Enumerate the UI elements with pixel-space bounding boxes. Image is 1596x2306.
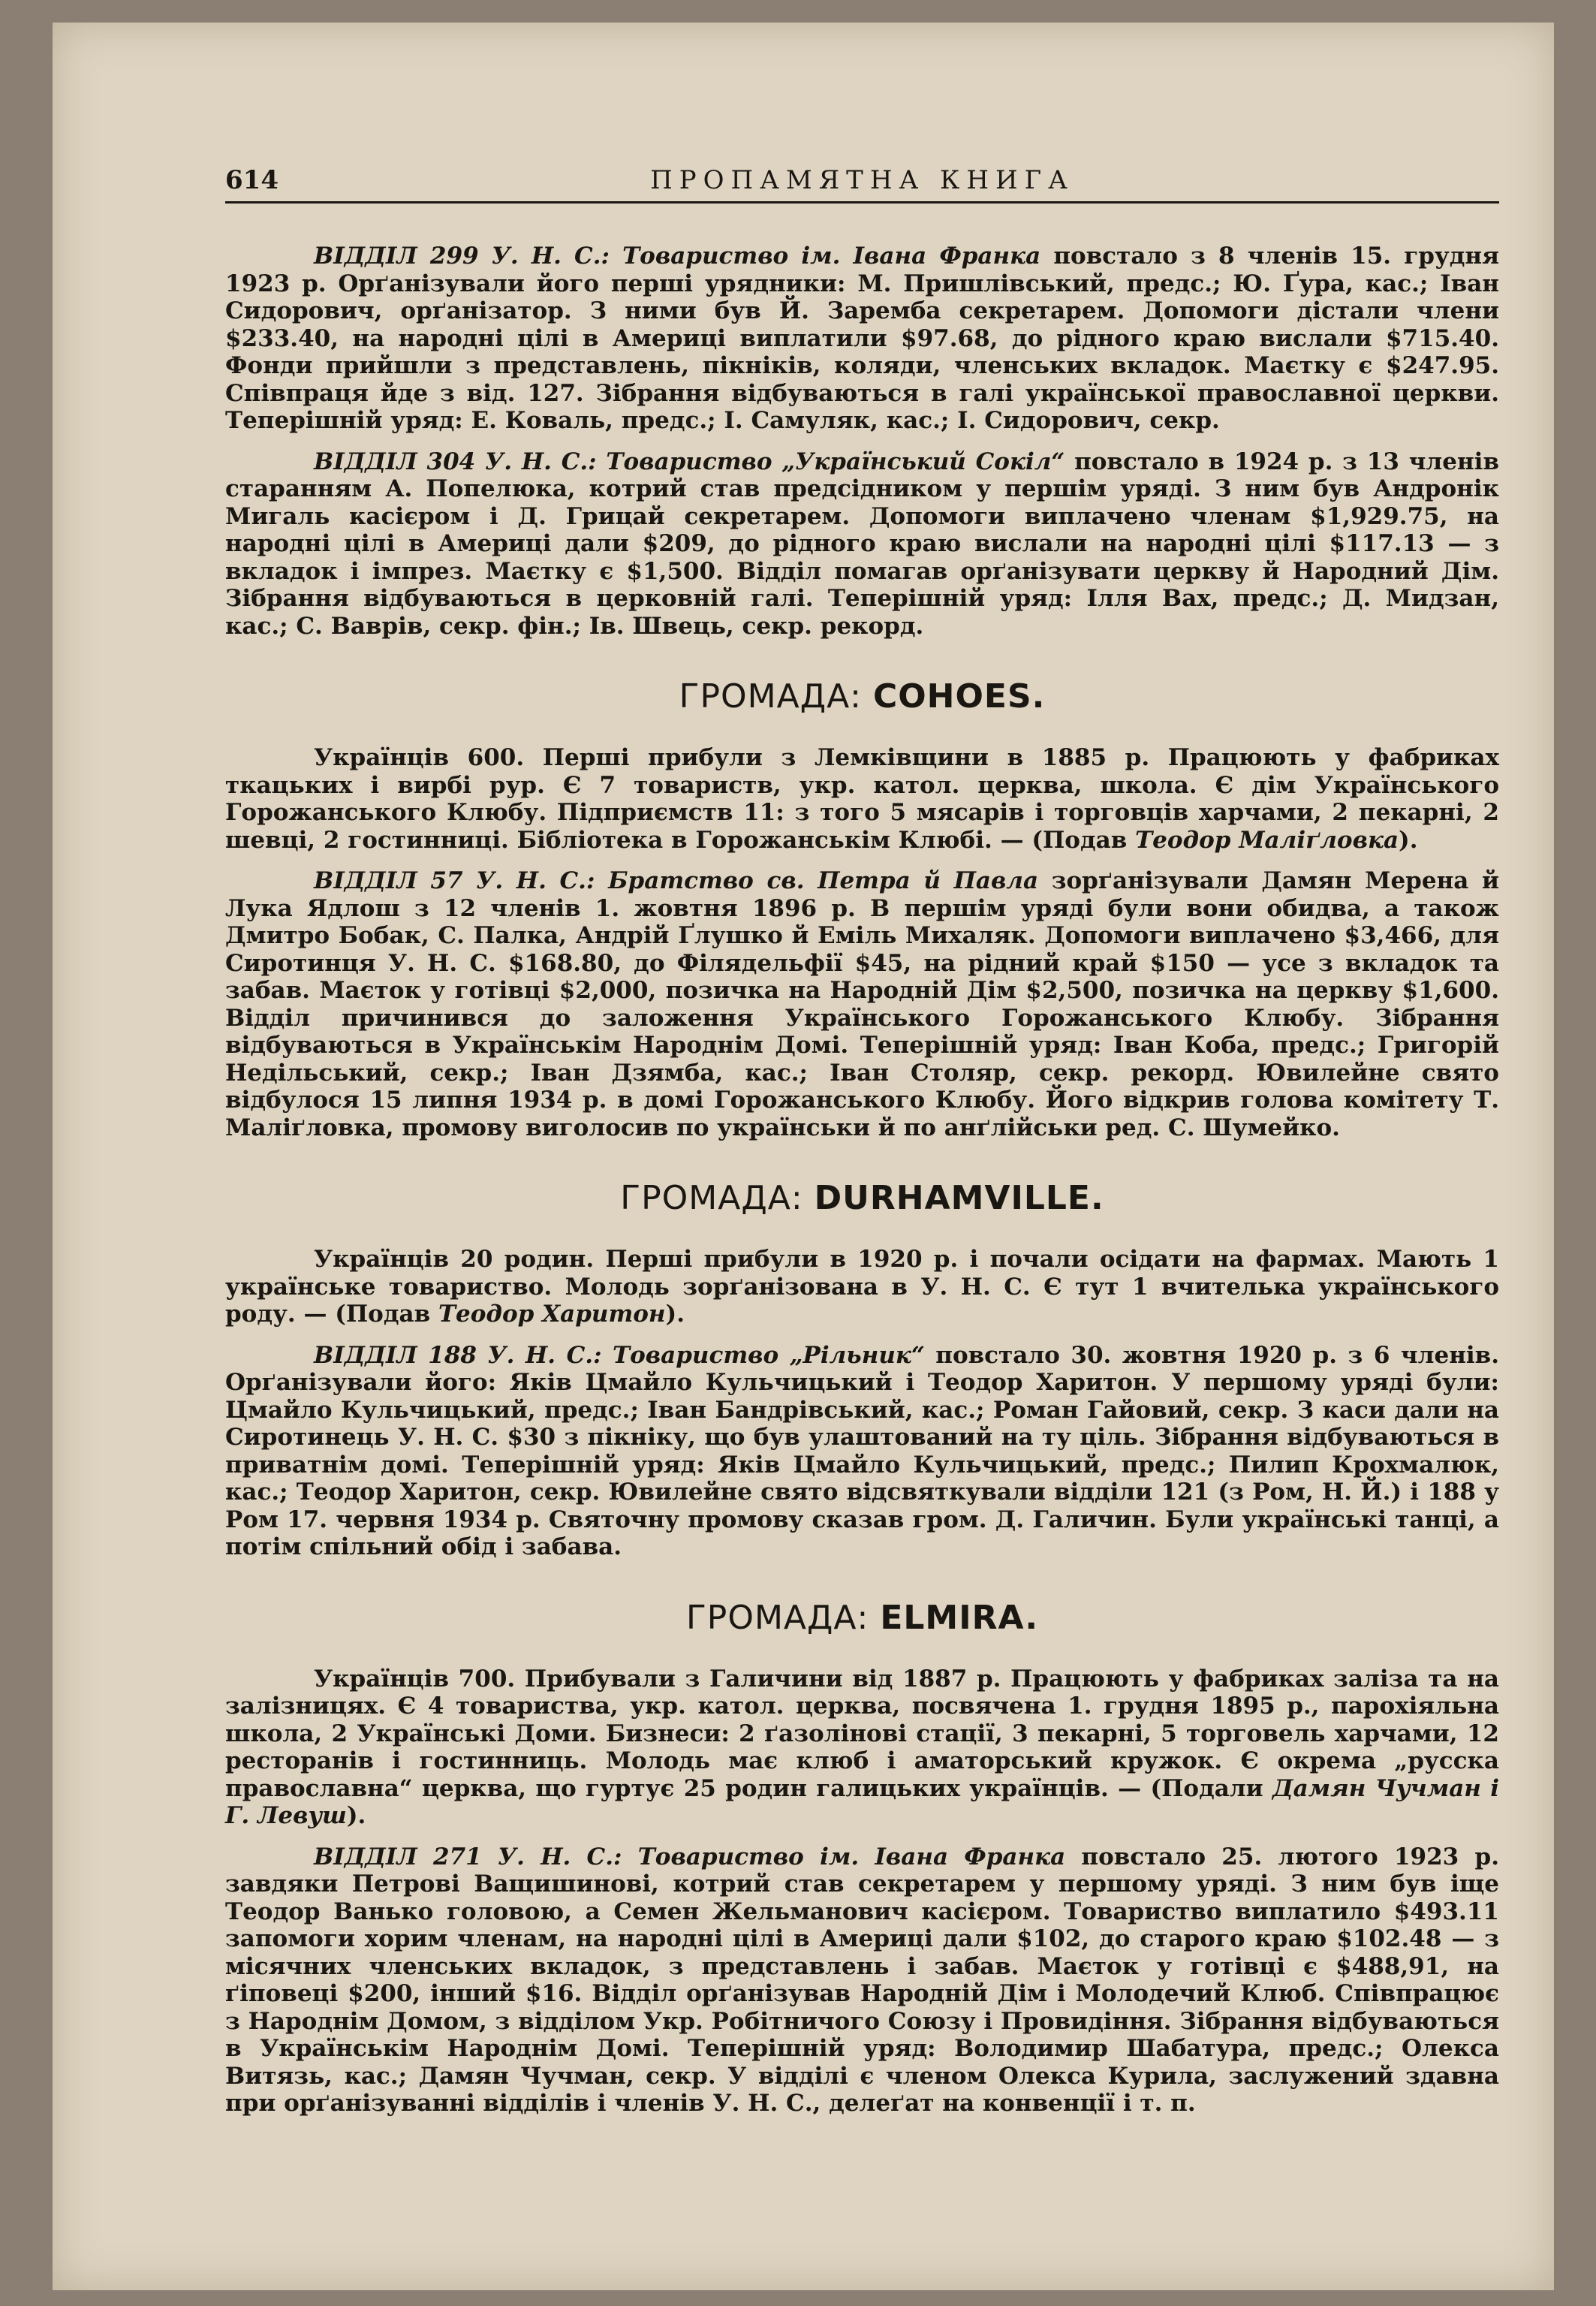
heading-cohoes-prefix: ГРОМАДА: (679, 677, 873, 716)
text-block (225, 158, 1499, 2118)
paragraph-branch-299 (225, 243, 1499, 435)
paragraph-branch-188 (225, 1342, 1499, 1561)
branch-304-lead: ВІДДІЛ 304 У. Н. С.: Товариство „Український Сокіл“ (314, 448, 1065, 475)
heading-cohoes-place: COHOES. (872, 677, 1046, 716)
heading-durhamville-place: DURHAMVILLE. (814, 1179, 1104, 1217)
branch-271-lead: ВІДДІЛ 271 У. Н. С.: Товариство ім. Івана Франка (314, 1843, 1066, 1870)
elmira-intro-author: Дамян Чучман і Г. Левуш (225, 1774, 1500, 1829)
branch-299-text: повстало з 8 членів 15. грудня 1923 р. Орґанізували його перші урядники: М. Пришлівський, предс.; Ю. Ґура, кас.; Іван Сидорович, орґанізатор. З ними був Й. Зарембa секретарем. Допомоги дістали члени $233.40, на народні цілі в Америці виплатили $97.68, до рідного краю вислали $715.40. Фонди прийшли з представлень, пікніків, коляди, членських вкладок. Маєтку є $247.95. Співпраця йде з від. 127. Зібрання відбуваються в галі української православної церкви. Теперішній уряд: Е. Коваль, предс.; І. Самуляк, кас.; І. Сидорович, секр. (225, 243, 1499, 434)
paragraph-branch-271 (225, 1843, 1499, 2118)
branch-271-text: повстало 25. лютого 1923 р. завдяки Петрові Ващишинові, котрий став секретарем у першому уряді. З ним був іще Теодор Ванько головою, а Семен Жельманович касієром. Товариство виплатило $493.11 запомоги хорим членам, на народні цілі в Америці дали $102, до старого краю $102.48 — з місячних членських вкладок, з представлень і забав. Маєток у готівці є $488,91, на ґіповеці $200, інший $16. Відділ орґанізував Народній Дім і Молодечий Клюб. Співпрацює з Народнім Домом, з відділом Укр. Робітничого Союзу і Провидіння. Зібрання відбуваються в Українськім Народнім Домі. Теперішній уряд: Володимир Шабатура, предс.; Олекса Витязь, кас.; Дамян Чучман, секр. У відділі є членом Олекса Курила, заслужений здавна при орґанізуванні відділів і членів У. Н. С., делеґат на конвенції і т. п. (225, 1843, 1499, 2117)
cohoes-intro-author: Теодор Малiґловка (1135, 826, 1399, 854)
heading-durhamville (225, 1179, 1499, 1217)
paragraph-branch-304 (225, 448, 1499, 641)
running-title: ПРОПАМЯТНА КНИГА (650, 165, 1074, 195)
heading-elmira (225, 1599, 1499, 1637)
branch-188-text: повстало 30. жовтня 1920 р. з 6 членів. Орґанізували його: Яків Цмайло Кульчицький і Теодор Харитон. У першому уряді були: Цмайло Кульчицький, предс.; Іван Бандрівський, кас.; Роман Гайовий, секр. З каси дали на Сиротинець У. Н. С. $30 з пікніку, що був улаштований на ту ціль. Зібрання відбуваються в приватнім домі. Теперішній уряд: Яків Цмайло Кульчицький, предс.; Пилип Крохмалюк, кас.; Теодор Харитон, секр. Ювилейне свято відсвяткували відділи 121 (з Ром, Н. Й.) і 188 у Ром 17. червня 1934 р. Святочну промову сказав гром. Д. Галичин. Були українські танці, а потім спільний обід і забава. (225, 1341, 1500, 1560)
branch-188-lead: ВІДДІЛ 188 У. Н. С.: Товариство „Рільник“ (314, 1341, 925, 1369)
paragraph-cohoes-intro (225, 744, 1499, 854)
cohoes-intro-end: ). (1399, 826, 1418, 854)
book-page (53, 23, 1554, 2290)
paragraph-durhamville-intro (225, 1246, 1499, 1328)
paragraph-branch-57 (225, 867, 1499, 1141)
elmira-intro-end: ). (346, 1802, 366, 1829)
branch-57-text: зорґанізували Дамян Мерена й Лука Ядлош з 12 членів 1. жовтня 1896 р. В першім уряді були вони обидва, а також Дмитро Бобак, С. Палка, Андрій Ґлушко й Еміль Михаляк. Допомоги виплачено $3,466, для Сиротинця У. Н. С. $168.80, до Філядельфії $45, на рідний край $150 — усе з вкладок та забав. Маєток у готівці $2,000, позичка на Народній Дім $2,500, позичка на церкву $1,600. Відділ причинився до заложення Українського Горожанського Клюбу. Зібрання відбуваються в Українськім Народнім Домі. Теперішній уряд: Іван Коба, предс.; Григорій Недільський, секр.; Іван Дзямба, кас.; Іван Столяр, секр. рекорд. Ювилейне свято відбулося 15 липня 1934 р. в домі Горожанського Клюбу. Його відкрив голова комітету Т. Маліґловка, промову виголосив по українськи й по анґлійськи ред. С. Шумейко. (225, 867, 1499, 1141)
cohoes-intro-text: Українців 600. Перші прибули з Лемківщини в 1885 р. Працюють у фабриках ткацьких і вирбі рур. Є 7 товариств, укр. катол. церква, школа. Є дім Українського Горожанського Клюбу. Підприємств 11: з того 5 мясарів і торговців харчами, 2 пекарні, 2 шевці, 2 гостинниці. Бібліотека в Горожанськім Клюбі. — (Подав (225, 744, 1499, 854)
durhamville-intro-text: Українців 20 родин. Перші прибули в 1920 р. і почали осідати на фармах. Мають 1 українське товариство. Молодь зорґанізована в У. Н. С. Є тут 1 вчителька українського роду. — (Подав (225, 1246, 1499, 1328)
heading-elmira-prefix: ГРОМАДА: (685, 1598, 881, 1637)
heading-cohoes (225, 677, 1499, 716)
branch-57-lead: ВІДДІЛ 57 У. Н. С.: Братство св. Петра й Павла (314, 867, 1039, 894)
heading-durhamville-prefix: ГРОМАДА: (620, 1179, 815, 1217)
elmira-intro-text: Українців 700. Прибували з Галичини від 1887 р. Працюють у фабриках заліза та на залізницях. Є 4 товариства, укр. катол. церква, посвячена 1. грудня 1895 р., парохіяльна школа, 2 Українські Доми. Бизнеси: 2 ґазолінові стації, 3 пекарні, 5 торговель харчами, 12 ресторанів і гостинниць. Молодь має клюб і аматорський кружок. Є окрема „русска православна“ церква, що гуртує 25 родин галицьких українців. — (Подали (225, 1665, 1499, 1802)
paragraph-elmira-intro (225, 1665, 1499, 1830)
heading-elmira-place: ELMIRA. (880, 1598, 1039, 1637)
page-number: 614 (225, 165, 279, 195)
page-header (225, 158, 1499, 203)
branch-299-lead: ВІДДІЛ 299 У. Н. С.: Товариство ім. Івана Франка (314, 243, 1041, 270)
branch-304-text: повстало в 1924 р. з 13 членів старанням А. Попелюка, котрий став предсідником у першім уряді. З ним був Андронік Мигаль касієром і Д. Грицай секретарем. Допомоги виплачено членам $1,929.75, на народні цілі в Америці дали $209, до рідного краю вислали на народні цілі $117.13 — з вкладок і імпрез. Маєтку є $1,500. Відділ помагав орґанізувати церкву й Народний Дім. Зібрання відбуваються в церковній галі. Теперішній уряд: Ілля Вах, предс.; Д. Мидзан, кас.; С. Ваврів, секр. фін.; Ів. Швець, секр. рекорд. (225, 448, 1499, 640)
durhamville-intro-end: ). (665, 1301, 685, 1328)
durhamville-intro-author: Теодор Харитон (438, 1301, 666, 1328)
